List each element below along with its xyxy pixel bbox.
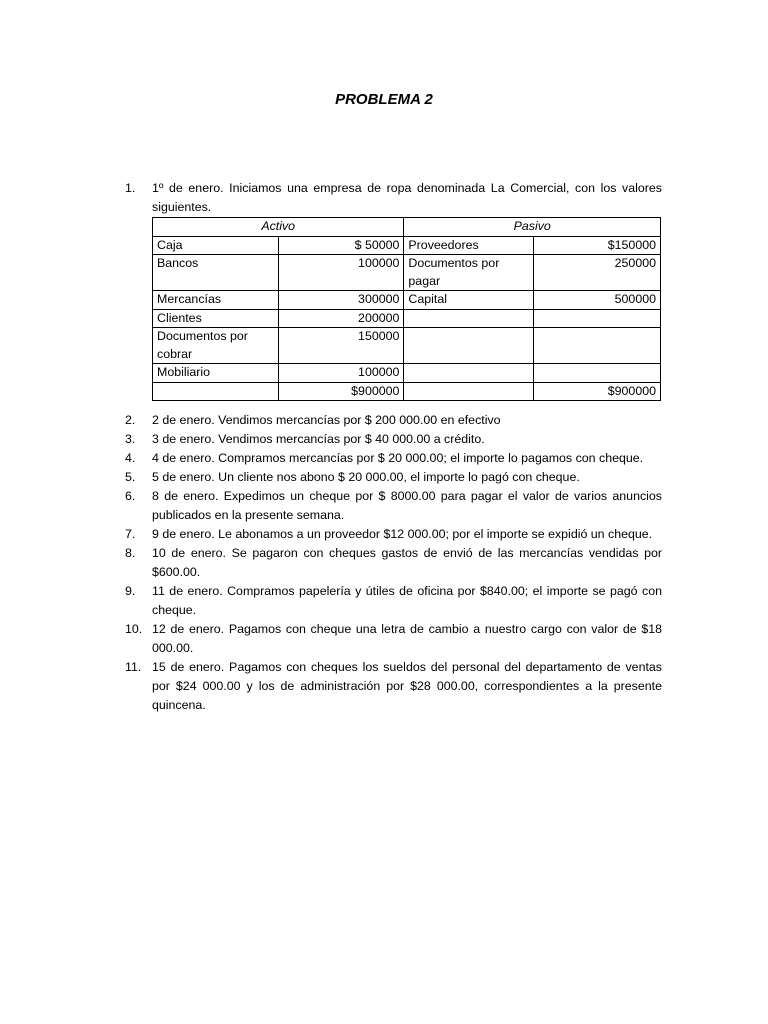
cell: Bancos bbox=[153, 255, 279, 291]
table-row bbox=[153, 364, 661, 383]
cell: 100000 bbox=[278, 364, 404, 383]
table-row bbox=[153, 236, 661, 255]
item-text: 5 de enero. Un cliente nos abono $ 20 000.00, el importe lo pagó con cheque. bbox=[152, 470, 580, 484]
item-text: 12 de enero. Pagamos con cheque una letra de cambio a nuestro cargo con valor de $18 000.00. bbox=[152, 622, 662, 655]
cell: Documentos por cobrar bbox=[153, 328, 279, 364]
item-number: 7. bbox=[125, 527, 136, 541]
list-item bbox=[125, 449, 662, 468]
header-pasivo: Pasivo bbox=[404, 218, 661, 237]
item-number: 2. bbox=[125, 413, 136, 427]
cell: 500000 bbox=[534, 291, 661, 310]
item-number: 9. bbox=[125, 584, 136, 598]
item-text: 8 de enero. Expedimos un cheque por $ 8000.00 para pagar el valor de varios anuncios publicados en la presente semana. bbox=[152, 489, 662, 522]
item-number: 11. bbox=[125, 660, 142, 674]
item-number: 6. bbox=[125, 489, 136, 503]
cell: 300000 bbox=[278, 291, 404, 310]
list-item bbox=[125, 620, 662, 658]
item-number: 1. bbox=[125, 181, 136, 195]
cell bbox=[534, 328, 661, 364]
table-row bbox=[153, 309, 661, 328]
item-text: 2 de enero. Vendimos mercancías por $ 200 000.00 en efectivo bbox=[152, 413, 501, 427]
total-activo: $900000 bbox=[278, 382, 404, 401]
item-text: 1º de enero. Iniciamos una empresa de ropa denominada La Comercial, con los valores siguientes. bbox=[152, 181, 662, 214]
table-row bbox=[153, 328, 661, 364]
cell: 200000 bbox=[278, 309, 404, 328]
item-text: 10 de enero. Se pagaron con cheques gastos de envió de las mercancías vendidas por $600.00. bbox=[152, 546, 662, 579]
page-title: PROBLEMA 2 bbox=[335, 91, 433, 108]
cell: Mercancías bbox=[153, 291, 279, 310]
list-item bbox=[125, 525, 662, 544]
cell: Clientes bbox=[153, 309, 279, 328]
item-number: 10. bbox=[125, 622, 143, 636]
total-pasivo: $900000 bbox=[534, 382, 661, 401]
cell: 250000 bbox=[534, 255, 661, 291]
cell: Caja bbox=[153, 236, 279, 255]
cell bbox=[534, 309, 661, 328]
item-number: 3. bbox=[125, 432, 136, 446]
item-text: 3 de enero. Vendimos mercancías por $ 40 000.00 a crédito. bbox=[152, 432, 485, 446]
cell: Proveedores bbox=[404, 236, 534, 255]
cell bbox=[404, 328, 534, 364]
cell: Capital bbox=[404, 291, 534, 310]
cell bbox=[404, 364, 534, 383]
list-item bbox=[125, 487, 662, 525]
item-number: 8. bbox=[125, 546, 136, 560]
item-text: 11 de enero. Compramos papelería y útiles de oficina por $840.00; el importe se pagó con cheque. bbox=[152, 584, 662, 617]
cell bbox=[404, 382, 534, 401]
cell: $150000 bbox=[534, 236, 661, 255]
problem-list bbox=[125, 179, 662, 715]
balance-table bbox=[152, 217, 661, 401]
table-header-row bbox=[153, 218, 661, 237]
item-text: 9 de enero. Le abonamos a un proveedor $12 000.00; por el importe se expidió un cheque. bbox=[152, 527, 653, 541]
table-row bbox=[153, 291, 661, 310]
list-item bbox=[125, 430, 662, 449]
cell bbox=[404, 309, 534, 328]
cell: 150000 bbox=[278, 328, 404, 364]
item-text: 15 de enero. Pagamos con cheques los sueldos del personal del departamento de ventas por $24 000.00 y los de administración por $28 000.00, correspondientes a la presente quincena. bbox=[152, 660, 662, 712]
item-text: 4 de enero. Compramos mercancías por $ 20 000.00; el importe lo pagamos con cheque. bbox=[152, 451, 644, 465]
list-item bbox=[125, 582, 662, 620]
list-item bbox=[125, 658, 662, 715]
item-number: 4. bbox=[125, 451, 136, 465]
cell: Documentos por pagar bbox=[404, 255, 534, 291]
list-item bbox=[125, 179, 662, 217]
cell bbox=[534, 364, 661, 383]
item-number: 5. bbox=[125, 470, 136, 484]
header-activo: Activo bbox=[153, 218, 404, 237]
cell: Mobiliario bbox=[153, 364, 279, 383]
cell bbox=[153, 382, 279, 401]
table-total-row bbox=[153, 382, 661, 401]
list-item bbox=[125, 411, 662, 430]
cell: 100000 bbox=[278, 255, 404, 291]
list-item bbox=[125, 468, 662, 487]
table-row bbox=[153, 255, 661, 291]
cell: $ 50000 bbox=[278, 236, 404, 255]
list-item bbox=[125, 544, 662, 582]
